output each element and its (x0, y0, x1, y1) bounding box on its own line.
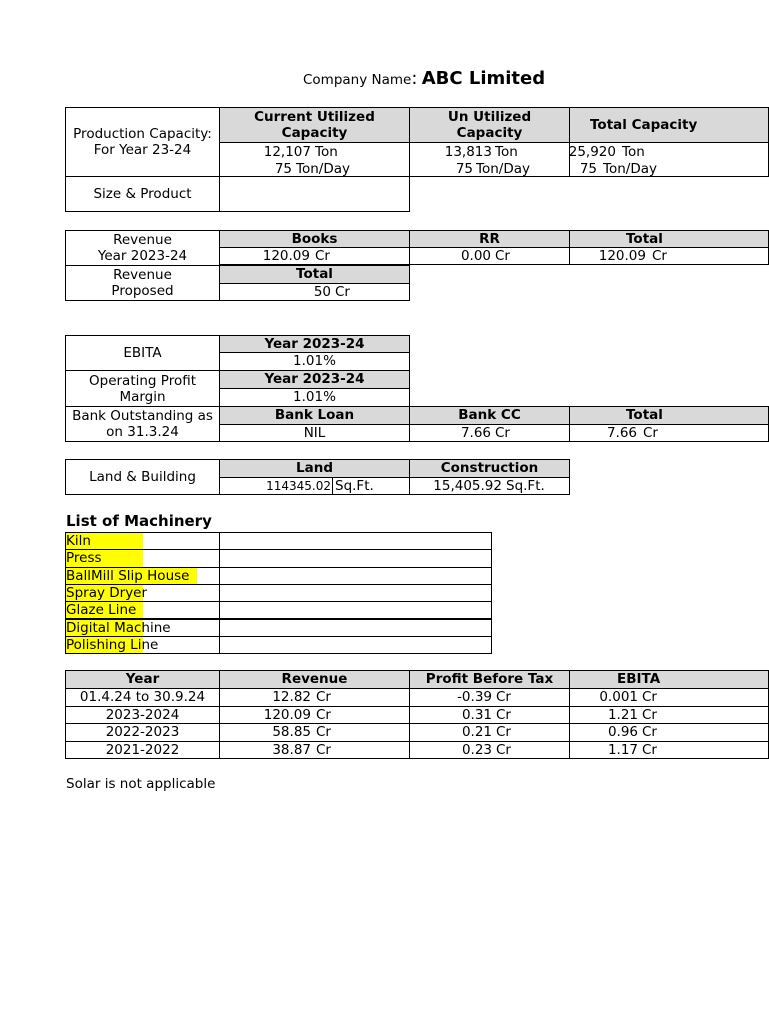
books-unit: Cr (315, 248, 330, 264)
machinery-item-value (219, 636, 492, 654)
financials-header-text: Profit Before Tax (425, 671, 554, 687)
machinery-item-label: Spray Dryer (66, 584, 148, 601)
machinery-item (65, 549, 220, 567)
bank-total-value (569, 424, 769, 442)
company-value: ABC Limited (421, 68, 546, 89)
current-capacity-header (219, 107, 410, 143)
financials-revenue-cell (219, 723, 410, 742)
financials-revenue-number: 12.82 (272, 689, 311, 705)
machinery-item-label: BallMill Slip House (66, 567, 190, 584)
books-header-text: Books (291, 231, 338, 247)
opm-label (65, 370, 220, 407)
financials-pbt-cell (409, 706, 570, 725)
machinery-item (65, 567, 220, 585)
bank-loan-value-text: NIL (303, 425, 326, 441)
financials-revenue-number: 120.09 (263, 706, 311, 723)
financials-year-cell (65, 706, 220, 725)
production-label (65, 107, 220, 177)
financials-ebita-unit: Cr (642, 706, 657, 723)
financials-header-text: Revenue (281, 671, 348, 687)
machinery-item-value (219, 601, 492, 619)
bank-cc-value (409, 424, 570, 442)
revenue-label-line2: Year 2023-24 (97, 248, 188, 264)
revenue-proposed-header (219, 265, 410, 284)
solar-note: Solar is not applicable (66, 776, 216, 792)
financials-revenue-number: 58.85 (272, 724, 311, 740)
bank-total-number: 7.66 (606, 425, 637, 441)
machinery-item-label: Glaze Line (66, 602, 137, 619)
financials-year-cell (65, 688, 220, 707)
financials-pbt-number: 0.31 (461, 706, 492, 723)
bank-label-line1: Bank Outstanding as (72, 408, 213, 424)
machinery-item-label: Polishing Line (66, 636, 159, 653)
unutilized-day-unit: Ton/Day (476, 161, 530, 177)
total-ton-unit: Ton (622, 144, 645, 160)
machinery-item-label: Press (66, 550, 102, 567)
financials-year-cell (65, 723, 220, 742)
land-value-unit: Sq.Ft. (335, 478, 374, 494)
revenue-proposed-header-text: Total (296, 266, 333, 282)
bank-cc-header-text: Bank CC (458, 407, 521, 423)
company-colon: : (411, 68, 418, 89)
revenue-proposed-number: 50 (313, 284, 331, 300)
unutilized-ton-unit: Ton (495, 144, 518, 160)
land-value-unit-cell (332, 477, 410, 495)
bank-cc-number: 7.66 (460, 425, 491, 441)
financials-pbt-unit: Cr (496, 689, 511, 705)
current-header-line2: Capacity (281, 125, 348, 141)
ebita-header (219, 335, 410, 353)
machinery-item-label: Digital Machine (66, 619, 171, 636)
revenue-proposed-value (219, 283, 410, 301)
current-header-line1: Current Utilized (254, 109, 375, 125)
land-header (219, 459, 410, 478)
ebita-label-text: EBITA (123, 345, 162, 361)
books-value (219, 247, 410, 265)
financials-year-header (65, 670, 220, 689)
financials-revenue-unit: Cr (316, 689, 331, 705)
financials-ebita-cell (569, 706, 769, 725)
financials-ebita-cell (569, 741, 769, 760)
revenue-proposed-line1: Revenue (113, 267, 172, 283)
financials-year: 2021-2022 (105, 741, 180, 758)
total-capacity-value (569, 142, 769, 177)
financials-header-text: Year (125, 671, 160, 687)
financials-revenue-header (219, 670, 410, 689)
financials-pbt-cell (409, 741, 570, 760)
opm-value-text: 1.01% (293, 389, 336, 405)
machinery-item (65, 532, 220, 550)
revenue-proposed-label (65, 265, 220, 301)
current-ton: 12,107 (263, 144, 311, 160)
financials-revenue-cell (219, 741, 410, 760)
bank-label-line2: on 31.3.24 (106, 424, 179, 440)
financials-ebita-number: 1.17 (607, 741, 638, 758)
opm-label-line2: Margin (119, 388, 166, 405)
opm-value (219, 388, 410, 407)
financials-pbt-unit: Cr (496, 741, 511, 758)
financials-header-text: EBITA (617, 671, 661, 687)
size-product-label (65, 176, 220, 212)
rr-header (409, 230, 570, 248)
bank-total-header (569, 406, 769, 425)
machinery-item (65, 601, 220, 619)
financials-pbt-number: 0.23 (461, 741, 492, 758)
unutilized-header-line2: Capacity (456, 125, 523, 141)
machinery-item (65, 636, 220, 654)
revenue-label (65, 230, 220, 266)
size-product-value (219, 176, 410, 212)
financials-year: 01.4.24 to 30.9.24 (79, 689, 206, 705)
total-capacity-header-text: Total Capacity (590, 117, 698, 133)
unutilized-ton: 13,813 (444, 144, 492, 160)
opm-header-text: Year 2023-24 (264, 371, 365, 387)
size-product-text: Size & Product (93, 186, 192, 202)
machinery-item-value (219, 567, 492, 585)
financials-ebita-number: 0.96 (607, 724, 638, 740)
revenue-total-value (569, 247, 769, 265)
financials-revenue-cell (219, 706, 410, 725)
land-header-text: Land (296, 460, 333, 476)
financials-revenue-unit: Cr (316, 706, 331, 723)
ebita-value (219, 352, 410, 371)
revenue-total-header-text: Total (626, 231, 663, 247)
financials-pbt-cell (409, 723, 570, 742)
financials-revenue-cell (219, 688, 410, 707)
books-header (219, 230, 410, 248)
land-value-number: 114345.02 (266, 479, 331, 493)
machinery-item (65, 619, 220, 637)
construction-header-text: Construction (440, 460, 539, 476)
land-building-label (65, 459, 220, 495)
unutilized-capacity-value (409, 142, 570, 177)
current-ton-unit: Ton (315, 144, 338, 160)
financials-ebita-header (569, 670, 769, 689)
bank-cc-header (409, 406, 570, 425)
financials-revenue-unit: Cr (316, 724, 331, 740)
machinery-item-value (219, 619, 492, 637)
financials-pbt-cell (409, 688, 570, 707)
land-value-number-cell (219, 477, 333, 495)
unutilized-header-line1: Un Utilized (447, 109, 532, 125)
books-number: 120.09 (262, 248, 310, 264)
total-ton: 25,920 (568, 144, 616, 160)
ebita-label (65, 335, 220, 371)
financials-pbt-unit: Cr (496, 724, 511, 740)
rr-header-text: RR (479, 231, 500, 247)
financials-pbt-number: -0.39 (457, 689, 492, 705)
financials-ebita-number: 0.001 (599, 689, 638, 705)
financials-ebita-unit: Cr (642, 741, 657, 758)
bank-total-header-text: Total (626, 407, 663, 423)
land-building-text: Land & Building (89, 469, 196, 485)
construction-unit: Sq.Ft. (506, 478, 545, 494)
financials-year-cell (65, 741, 220, 760)
bank-loan-value (219, 424, 410, 442)
financials-ebita-unit: Cr (642, 724, 657, 740)
construction-number: 15,405.92 (433, 478, 502, 494)
bank-cc-unit: Cr (495, 425, 510, 441)
current-day: 75 (274, 161, 292, 177)
financials-revenue-unit: Cr (316, 741, 331, 758)
machinery-item-value (219, 532, 492, 550)
bank-loan-header-text: Bank Loan (274, 407, 355, 423)
financials-year: 2022-2023 (105, 724, 180, 740)
financials-ebita-unit: Cr (642, 689, 657, 705)
revenue-label-line1: Revenue (113, 232, 172, 248)
rr-number: 0.00 (460, 248, 491, 264)
financials-ebita-cell (569, 723, 769, 742)
financials-pbt-header (409, 670, 570, 689)
financials-pbt-number: 0.21 (461, 724, 492, 740)
machinery-title: List of Machinery (66, 512, 212, 530)
unutilized-day: 75 (455, 161, 473, 177)
bank-loan-header (219, 406, 410, 425)
financials-ebita-cell (569, 688, 769, 707)
revenue-total-number: 120.09 (598, 248, 646, 264)
revenue-proposed-unit: Cr (335, 284, 350, 300)
unutilized-capacity-header (409, 107, 570, 143)
rr-unit: Cr (495, 248, 510, 264)
total-day: 75 (579, 161, 597, 177)
revenue-proposed-line2: Proposed (111, 283, 174, 299)
revenue-total-header (569, 230, 769, 248)
opm-label-line1: Operating Profit (89, 372, 196, 389)
financials-revenue-number: 38.87 (272, 741, 311, 758)
current-capacity-value (219, 142, 410, 177)
bank-total-unit: Cr (643, 425, 658, 441)
construction-header (409, 459, 570, 478)
machinery-item-value (219, 549, 492, 567)
revenue-total-unit: Cr (652, 248, 667, 264)
construction-value (409, 477, 570, 495)
total-capacity-header (569, 107, 769, 143)
ebita-value-text: 1.01% (293, 353, 336, 369)
bank-label (65, 406, 220, 442)
opm-header (219, 370, 410, 389)
rr-value (409, 247, 570, 265)
total-day-unit: Ton/Day (603, 161, 657, 177)
machinery-item (65, 584, 220, 602)
ebita-header-text: Year 2023-24 (264, 336, 365, 352)
financials-year: 2023-2024 (105, 706, 180, 723)
production-label-line1: Production Capacity: (73, 126, 212, 142)
financials-ebita-number: 1.21 (607, 706, 638, 723)
current-day-unit: Ton/Day (296, 161, 350, 177)
machinery-item-value (219, 584, 492, 602)
machinery-item-label: Kiln (66, 533, 91, 549)
financials-pbt-unit: Cr (496, 706, 511, 723)
production-label-line2: For Year 23-24 (93, 142, 192, 158)
company-label: Company Name (303, 72, 412, 88)
